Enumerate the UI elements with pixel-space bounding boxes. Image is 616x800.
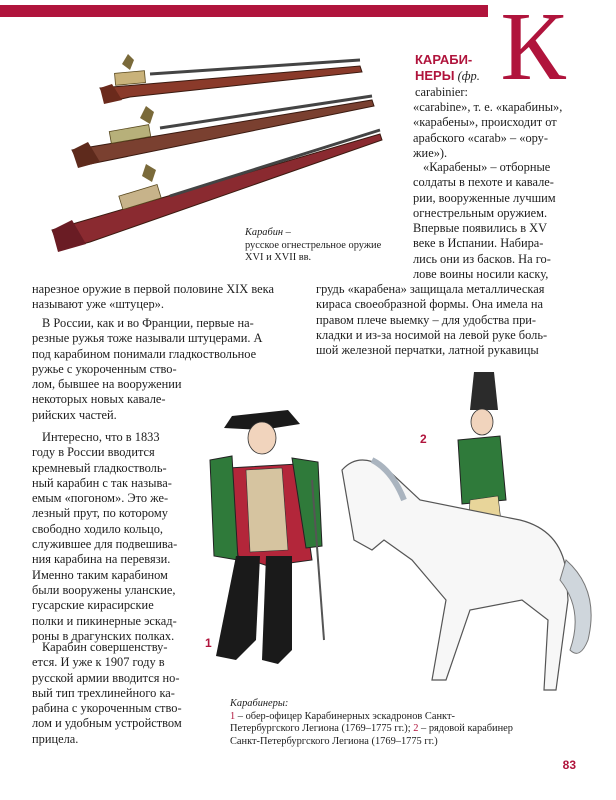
caption-num-1: 1 [230, 710, 236, 722]
para-line: веке в Испании. Набира- [413, 236, 544, 251]
figure-label-1: 1 [205, 636, 212, 650]
para-line: ния карабина на перевязи. [32, 552, 171, 567]
para-line: полки и пикинерные эскад- [32, 613, 177, 628]
para-line: свободно ходило кольцо, [32, 521, 163, 536]
etymology-text [413, 100, 579, 161]
right-column-para [413, 160, 579, 282]
lang-abbr: (фр. [457, 69, 480, 84]
left-para-a [32, 282, 312, 313]
para-line: лом и удобным устройством [32, 716, 182, 731]
para-line: под карабином понимали гладкоствольное [32, 346, 257, 361]
figure-label-2: 2 [420, 432, 427, 446]
para-line: Карабин совершенству- [42, 640, 168, 654]
para-line: прицела. [32, 731, 79, 746]
para-line: кладки и из-за носимой на левой руке боль- [316, 327, 548, 342]
para-line: были вооружены уланские, [32, 582, 176, 597]
para-line: кремневый гладкостволь- [32, 460, 167, 475]
entry-headword-cont: НЕРЫ [415, 68, 455, 84]
left-para-d [32, 640, 207, 747]
para-line: ется. И уже к 1907 году в [32, 655, 165, 670]
para-line: вый тип трехлинейного ка- [32, 685, 175, 700]
para-line: Именно таким карабином [32, 567, 168, 582]
para-line: правом плече выемку – для удобства при- [316, 312, 537, 327]
para-line: огнестрельным оружием. [413, 205, 548, 220]
etym-line: арабского «carab» – «ору- [413, 130, 548, 145]
caption-text: Петербургского Легиона (1769–1775 гг.); [230, 723, 414, 735]
para-line: русской армии вводится но- [32, 670, 180, 685]
para-line: лом, бывшее на вооружении [32, 377, 182, 392]
para-line: лезный прут, по которому [32, 506, 168, 521]
para-line: году в России вводится [32, 445, 155, 460]
para-line: нарезное оружие в первой половине XIX века [32, 282, 274, 296]
entry-etymology-block [415, 52, 575, 100]
para-line: кираса своеобразной формы. Она имела на [316, 297, 544, 312]
etym-line: «карабены», происходит от [413, 115, 557, 130]
para-line: называют уже «штуцер». [32, 297, 164, 312]
caption-line: XVI и XVII вв. [245, 252, 312, 264]
page-number: 83 [562, 758, 576, 772]
caption-line [230, 723, 560, 736]
caption-line [230, 711, 560, 724]
para-line: «Карабены» – отборные [423, 160, 551, 174]
entry-headword: КАРАБИ- [415, 52, 473, 67]
etym-line: «carabine», т. е. «карабины», [413, 100, 563, 114]
para-line: солдаты в пехоте и кавале- [413, 175, 554, 190]
para-line: шой железной перчатки, латной рукавицы [316, 343, 539, 358]
para-line: гусарские кирасирские [32, 598, 154, 613]
para-line: емым «погоном». Это же- [32, 491, 169, 506]
para-line: ный карабин с так называ- [32, 475, 172, 490]
para-line: лись они из басков. На го- [413, 251, 551, 266]
section-letter: К [500, 0, 566, 101]
para-line: грудь «карабена» защищала металлическая [316, 282, 545, 296]
para-line: рийских частей. [32, 407, 117, 422]
para-line: роны в драгунских полках. [32, 628, 175, 643]
para-line: рабина с укороченным ство- [32, 701, 182, 716]
guns-caption [245, 227, 415, 265]
caption-title: Карабин – [245, 227, 291, 238]
caption-line: русское огнестрельное оружие [245, 239, 382, 251]
left-para-b [32, 316, 312, 423]
para-line: рии, вооруженные лучшим [413, 190, 556, 205]
para-line: некоторых новых кавале- [32, 392, 166, 407]
right-wide-para [316, 282, 582, 358]
para-line: резные ружья тоже называли штуцерами. А [32, 331, 263, 346]
para-line: Впервые появились в XV [413, 221, 548, 236]
caption-text: – обер-офицер Карабинерных эскадронов Санкт- [235, 710, 455, 722]
caption-line: Санкт-Петербургского Легиона (1769–1775 гг.) [230, 735, 438, 747]
figures-caption [230, 698, 560, 748]
para-line: Интересно, что в 1833 [42, 430, 160, 444]
para-line: лове воины носили каску, [413, 267, 549, 282]
para-line: В России, как и во Франции, первые на- [42, 316, 254, 330]
caption-text: – рядовой карабинер [418, 723, 513, 735]
caption-num-2: 2 [413, 723, 419, 735]
etym-line: carabinier: [415, 84, 468, 99]
para-line: ружье с укороченным ство- [32, 361, 177, 376]
soldier-officer [210, 410, 324, 664]
left-para-c [32, 430, 207, 644]
etym-line: жие»). [413, 145, 448, 160]
caption-title: Карабинеры: [230, 698, 289, 709]
para-line: служившее для подвешива- [32, 537, 178, 552]
